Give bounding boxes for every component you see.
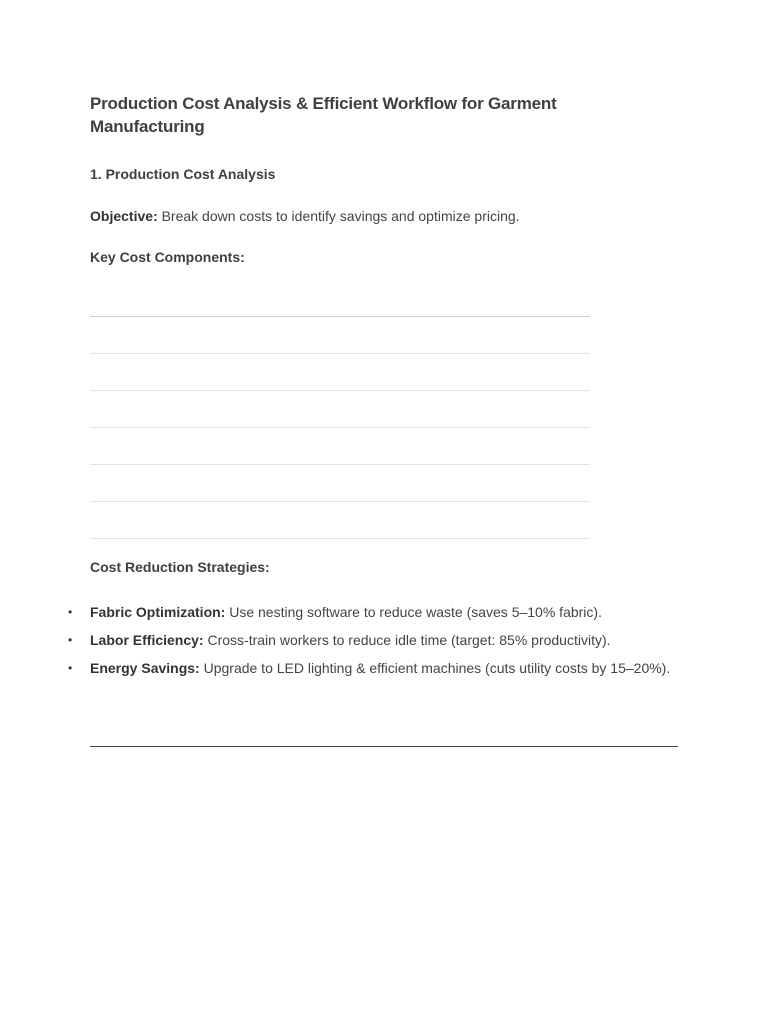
horizontal-rule <box>90 746 678 747</box>
document-page <box>68 92 690 676</box>
strategy-label: Fabric Optimization: <box>90 604 226 620</box>
cost-components-table <box>90 280 590 539</box>
cost-reduction-strategies-heading: Cost Reduction Strategies: <box>90 559 270 575</box>
document-title: Production Cost Analysis & Efficient Workflow for Garment Manufacturing <box>90 94 557 136</box>
table-row <box>90 502 590 539</box>
table-header-row <box>90 280 590 317</box>
bullet-icon: • <box>68 661 73 675</box>
bullet-icon: • <box>68 633 73 647</box>
table-row <box>90 354 590 391</box>
objective-paragraph <box>90 208 520 224</box>
table-row <box>90 465 590 502</box>
list-item <box>68 598 680 626</box>
strategy-list <box>68 598 680 682</box>
strategy-label: Energy Savings: <box>90 660 200 676</box>
list-item <box>68 654 680 682</box>
table-row <box>90 317 590 354</box>
strategy-text: Upgrade to LED lighting & efficient machines (cuts utility costs by 15–20%). <box>199 660 671 676</box>
strategy-label: Labor Efficiency: <box>90 632 204 648</box>
table-row <box>90 391 590 428</box>
section-heading: 1. Production Cost Analysis <box>90 166 276 182</box>
strategy-text: Cross-train workers to reduce idle time (target: 85% productivity). <box>203 632 611 648</box>
strategy-text: Use nesting software to reduce waste (saves 5–10% fabric). <box>225 604 602 620</box>
table-row <box>90 428 590 465</box>
key-cost-components-heading: Key Cost Components: <box>90 249 245 265</box>
list-item <box>68 626 680 654</box>
objective-label: Objective: <box>90 208 158 224</box>
bullet-icon: • <box>68 605 73 619</box>
objective-text: Break down costs to identify savings and optimize pricing. <box>157 208 520 224</box>
